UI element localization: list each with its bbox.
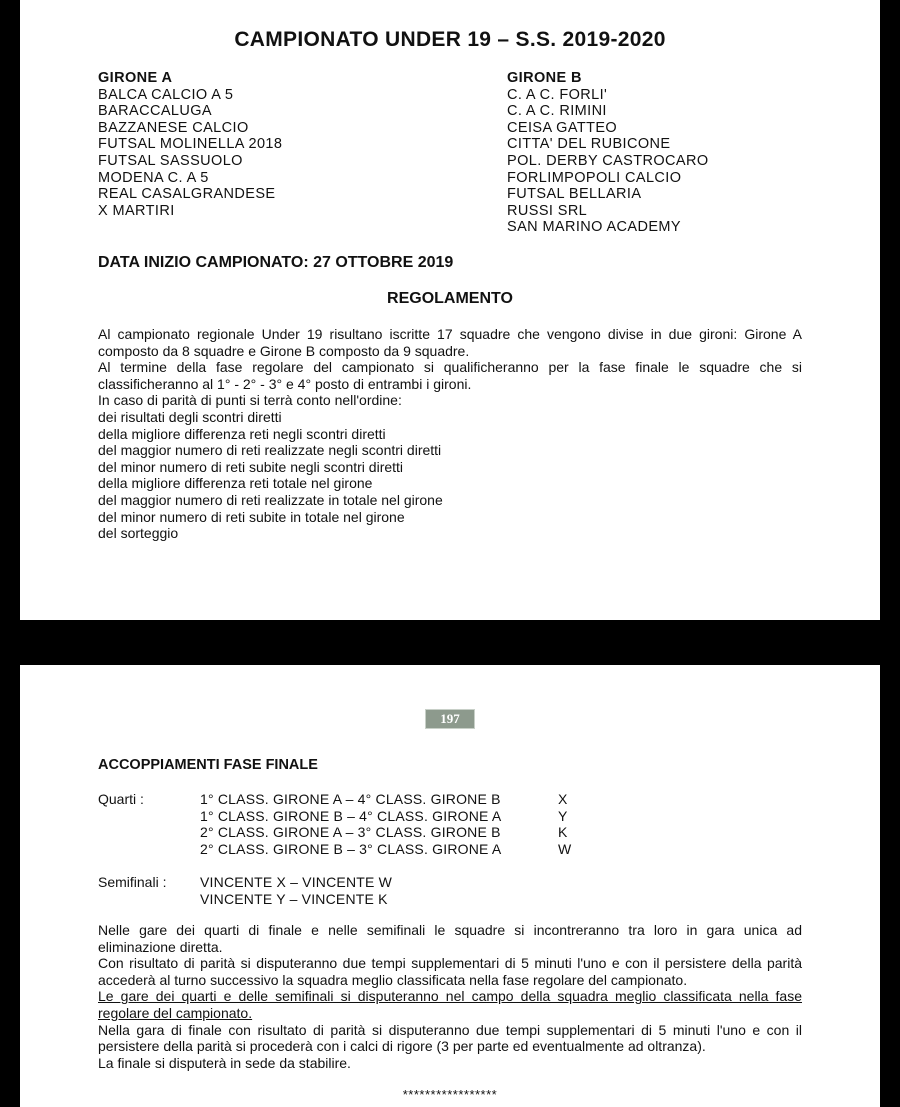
text-line: persistere della parità si procederà con i calci di rigore (3 per parte ed eventualmente ad oltranza). [98,1038,706,1055]
team-item: BARACCALUGA [98,103,212,120]
document-page-1 [20,0,880,620]
quarti-code: Y [558,807,568,824]
text-line: In caso di parità di punti si terrà conto nell'ordine: [98,392,402,409]
text-line: Al termine della fase regolare del campionato si qualificheranno per la fase finale le squadre che si [98,359,802,376]
quarti-code: K [558,824,568,841]
team-item: FORLIMPOPOLI CALCIO [507,169,682,186]
page-number-badge: 197 [425,709,475,729]
quarti-match: 1° CLASS. GIRONE B – 4° CLASS. GIRONE A [200,807,502,824]
team-item: CITTA' DEL RUBICONE [507,136,671,153]
quarti-code: W [558,840,572,857]
team-item: FUTSAL MOLINELLA 2018 [98,136,283,153]
start-date: DATA INIZIO CAMPIONATO: 27 OTTOBRE 2019 [98,254,454,271]
text-line: del sorteggio [98,525,179,542]
team-item: FUTSAL BELLARIA [507,186,642,203]
team-item: FUTSAL SASSUOLO [98,152,243,169]
semifinale-match: VINCENTE X – VINCENTE W [200,874,393,890]
text-line: composto da 8 squadre e Girone B composto da 9 squadre. [98,342,470,359]
girone-a-heading: GIRONE A [98,70,173,86]
text-line: Al campionato regionale Under 19 risultano iscritte 17 squadre che vengono divise in due gironi: Girone A [98,326,802,342]
regolamento-text [98,326,802,542]
semifinale-match: VINCENTE Y – VINCENTE K [200,890,388,907]
text-line: La finale si disputerà in sede da stabilire. [98,1054,351,1071]
text-line: eliminazione diretta. [98,938,223,955]
team-item: SAN MARINO ACADEMY [507,219,681,236]
team-item: C. A C. RIMINI [507,103,607,120]
quarti-match: 2° CLASS. GIRONE B – 3° CLASS. GIRONE A [200,840,502,857]
text-line: accederà al turno successivo la squadra meglio classificata nella fase regolare del campionato. [98,971,688,988]
girone-b-list [507,70,709,236]
text-line: della migliore differenza reti totale nel girone [98,475,373,492]
text-line: Nella gara di finale con risultato di parità si disputeranno due tempi supplementari di 5 minuti l'uno e con il [98,1021,802,1038]
text-line: del maggior numero di reti realizzate negli scontri diretti [98,442,442,459]
quarti-code: X [558,791,568,807]
text-line: del maggior numero di reti realizzate in totale nel girone [98,491,443,508]
text-line-underlined: Le gare dei quarti e delle semifinali si disputeranno nel campo della squadra meglio classificata nella fase [98,988,802,1005]
quarti-match: 1° CLASS. GIRONE A – 4° CLASS. GIRONE B [200,791,501,807]
regolamento-heading: REGOLAMENTO [387,290,513,307]
team-item: CEISA GATTEO [507,119,618,136]
team-item: MODENA C. A 5 [98,169,209,186]
separator: ***************** [402,1087,498,1102]
team-item: C. A C. FORLI' [507,86,608,103]
text-line: del minor numero di reti subite in totale nel girone [98,508,405,525]
quarti-label: Quarti : [98,791,144,807]
page-title: CAMPIONATO UNDER 19 – S.S. 2019-2020 [234,28,666,51]
text-line: Con risultato di parità si disputeranno due tempi supplementari di 5 minuti l'uno e con il persistere della parità [98,955,802,972]
text-line: classificheranno al 1° - 2° - 3° e 4° posto di entrambi i gironi. [98,375,472,392]
team-item: X MARTIRI [98,202,175,219]
girone-b-heading: GIRONE B [507,70,582,86]
team-item: REAL CASALGRANDESE [98,186,276,203]
text-line: della migliore differenza reti negli scontri diretti [98,425,386,442]
text-line-underlined: regolare del campionato. [98,1004,253,1021]
quarti-match: 2° CLASS. GIRONE A – 3° CLASS. GIRONE B [200,824,501,841]
fase-finale-rules [98,922,802,1071]
team-item: BAZZANESE CALCIO [98,119,249,136]
text-line: del minor numero di reti subite negli scontri diretti [98,458,404,475]
team-item: POL. DERBY CASTROCARO [507,152,709,169]
text-line: dei risultati degli scontri diretti [98,408,282,425]
semifinali-label: Semifinali : [98,874,167,890]
text-line: Nelle gare dei quarti di finale e nelle semifinali le squadre si incontreranno tra loro in gara unica ad [98,922,802,938]
document-page-2 [20,665,880,1107]
team-item: RUSSI SRL [507,202,588,219]
team-item: BALCA CALCIO A 5 [98,86,234,103]
girone-a-list [98,70,282,219]
fase-finale-heading: ACCOPPIAMENTI FASE FINALE [98,757,318,773]
